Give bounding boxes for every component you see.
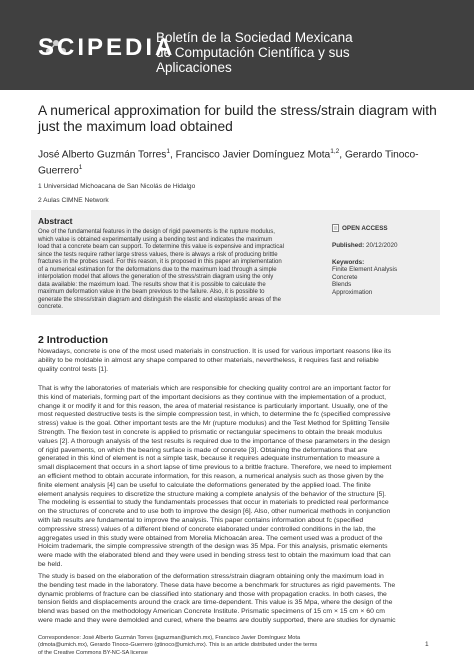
text-line: The study is based on the elaboration of the deformation stress/strain diagram obtaining only the maximum load in [38,573,384,580]
published-label: Published: [332,242,365,249]
abstract-line: data available: the maximum load. The results show that it is possible to calculate the [38,281,266,288]
text-line: blend was based on the methodology American Concrete Institute. Prismatic specimens of 15 cm × 15 cm × 60 cm [38,608,385,616]
text-line: ability to be moldable in almost any shape compared to other materials, nevertheless, it requires fast and reliable [38,356,379,364]
affiliation: 2 Aulas CIMNE Network [38,197,109,204]
paragraph [38,385,437,570]
affiliation-marker: 1,2 [330,148,340,155]
text-line: the bending test made in the laboratory. These data have become a benchmark for structures as rigid pavements. The [38,581,396,589]
text-line: That is why the laboratories of materials which are responsible for checking quality control are an important factor for [38,385,391,392]
article-info [332,224,440,296]
abstract-line: which value is obtained experimentally using a bending test and indicates the maximum [38,236,273,243]
footer-line: Correspondence: José Alberto Guzmán Torres (jaguzman@umich.mx), Francisco Javier Domínguez Mota [38,635,301,641]
abstract-line: generate the stress/strain diagram and distinguish the elastic and elastoplastic areas of the [38,296,282,303]
keyword: Finite Element Analysis [332,266,398,273]
text-line: quality control tests [1]. [38,365,108,373]
footer-line: of the Creative Commons BY-NC-SA license [38,649,148,656]
abstract-heading: Abstract [38,216,73,226]
text-line: of rigid pavements, on which the bearing surface is made of concrete [3]. Obtaining the deformations that are [38,446,368,454]
abstract-line: maximum deformation value in the beam previous to the failure. Also, it is possible to [38,289,265,296]
abstract-line: load that a concrete beam can support. To determine this value is expensive and impractical [38,244,284,251]
author-list: José Alberto Guzmán Torres$^1$, Francisco Javier Domínguez Mota$^{1,2}$, Gerardo Tinoco-Guerrero$^1$ [38,148,419,177]
author-name[interactable]: José Alberto Guzmán Torres [38,149,167,161]
abstract-line: fractures in the probes used. For this reason, it is proposed in this paper an implementation [38,259,282,266]
text-line: finite element analysis [4] can be useful to calculate the deformations generated by the applied load. The finite [38,481,371,489]
text-line: small displacement that occurs in a short lapse of time previous to a brittle fracture. Therefore, we need to implement [38,464,392,472]
text-line: be held. [38,560,63,568]
published-row [332,242,440,249]
journal-name [156,30,456,75]
text-line: dynamic problems of fracture can be classified into stationary and those with propagation cracks. In both cases, the [38,590,387,598]
open-access-badge [332,224,440,232]
affiliation-marker: 1 [166,148,170,155]
text-line: generated in this kind of element is not a simple task, because it requires adequate instrumentation to measure a [38,455,380,463]
text-line: Strength. The flexion test in concrete is applied to prismatic or rectangular specimens to obtain the break modulus [38,428,383,436]
page-number: 1 [425,641,429,648]
text-line: were made and they were demolded and cured, where the beams are doubly supported, there are studies for dynamic [38,616,396,624]
abstract-line: concrete. [38,304,63,311]
journal-banner [0,0,474,90]
text-line: with lab results are fundamental to improve the analysis. This paper contains information about fc (specified [38,516,364,524]
affiliation: 1 Universidad Michoacana de San Nicolás de Hidalgo [38,183,196,190]
text-line: element analysis requires to discretize the structure making a complete analysis of the behavior of the structure [5]. [38,490,387,498]
abstract-line: since the tests require rather large stress values, there is always a risk of producing brittle [38,251,278,258]
text-line: were made with the elaborated blend and they were used in bending stress test to obtain the maximum load that can [38,552,391,560]
text-line: change it or modify it and for this reason, the area of material resistance is particularly important. Usually, one of the [38,402,388,410]
paper-title: A numerical approximation for build the stress/strain diagram with just the maximum load obtained [38,103,437,134]
journal-line: Aplicaciones [156,60,232,75]
published-date: 20/12/2020 [365,242,398,249]
text-line: on the structures of concrete and to use both to improve the design [6]. Also, other numerical methods in conjunction [38,508,391,516]
text-line: this kind of materials, forming part of the important decisions as they continue with the implementation of a product, [38,393,387,401]
affiliation-marker: 1 [78,164,83,172]
scipedia-logo[interactable]: SCIPEDIA [38,34,176,61]
section-heading: 2 Introduction [38,334,108,346]
author-name[interactable]: Gerardo Tinoco-Guerrero [38,149,419,177]
correspondence-footer [38,635,398,657]
abstract-line: of a numerical estimation for the deformations due to the maximum load through a simple [38,266,277,273]
paragraph [38,348,437,374]
open-access-label: OPEN ACCESS [342,224,388,232]
text-line: Nowadays, concrete is one of the most used materials in construction. It is used for various important reasons like its [38,348,391,355]
text-line: tension fields and displacements around the crack are time-dependent. This value is 35 Mpa, where the design of the [38,599,393,607]
keyword: Blends [332,281,352,289]
paragraph [38,573,437,626]
keywords-block [332,259,440,296]
abstract-text [38,229,316,312]
text-line: compressive stress) values of a different blend of concrete elaborated under controlled conditions in the lab, the [38,525,376,533]
journal-line: de Computación Científica y sus [156,45,350,60]
text-line: The modeling is essential to study the fundamentals processes that occur in materials to predicted real performance [38,499,389,507]
text-line: an efficient method to obtain accurate information, for this reason, a numerical analysis such as those given by the [38,472,384,480]
document-icon [332,224,339,232]
keyword-list [332,266,440,296]
keyword: Approximation [332,288,373,296]
abstract-line: One of the fundamental features in the design of rigid pavements is the rupture modulus, [38,229,275,235]
keywords-label: Keywords: [332,259,365,266]
text-line: aggregates used in this study were obtained from Morelia Michoacán area. The cement used was a product of the [38,534,383,542]
footer-line: (dmota@umich.mx), Gerardo Tinoco-Guerrero (gtinoco@umich.mx). This is an article distributed under the terms [38,642,318,649]
text-line: stress) value is the goal. Other important tests are the Mr (rupture modulus) and the Test Method for Splitting Tensile [38,420,390,428]
keyword: Concrete [332,273,358,281]
text-line: most requested destructive tests is the simple compression test, in which, to determine the fc (specified compressive [38,411,391,419]
text-line: Holcim trademark, the simple compressive strength of the design was 35 Mpa. For this analysis, prismatic elements [38,543,388,551]
text-line: values [2]. A thorough analysis of the test results is required due to the importance of these parameters in the design [38,437,390,445]
journal-line: Boletín de la Sociedad Mexicana [156,30,353,45]
author-name[interactable]: Francisco Javier Domínguez Mota [175,149,331,161]
abstract-line: interpolation model that allows the generation of the stress/strain diagram using the only [38,274,274,281]
